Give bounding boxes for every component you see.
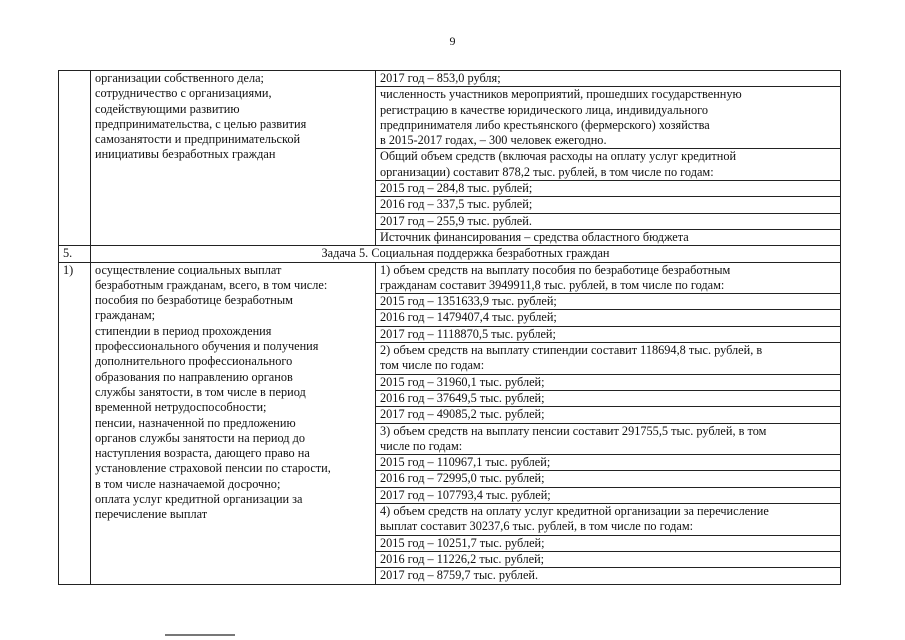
activity-line: пенсии, назначенной по предложению	[95, 415, 296, 430]
details-line: 2015 год – 1351633,9 тыс. рублей;	[376, 294, 840, 310]
details-line: 2017 год – 8759,7 тыс. рублей.	[380, 568, 539, 583]
details-line: Общий объем средств (включая расходы на оплату услуг кредитной	[380, 149, 737, 164]
details-line: численность участников мероприятий, прошедших государственную	[380, 87, 742, 102]
details-line: 2015 год – 110967,1 тыс. рублей;	[376, 455, 840, 471]
activity-line: осуществление социальных выплат	[95, 262, 282, 277]
activity-line: перечисление выплат	[95, 507, 208, 522]
activity-line: безработным гражданам, всего, в том числе:	[95, 277, 328, 292]
details-line: 4) объем средств на оплату услуг кредитной организации за перечисление	[380, 504, 769, 519]
activity-line: инициативы безработных граждан	[95, 147, 276, 162]
activity-line: самозанятости и предпринимательской	[95, 132, 301, 147]
table-row	[59, 262, 841, 584]
details-cell	[376, 262, 841, 584]
table-row	[59, 71, 841, 246]
details-line: 2015 год – 10251,7 тыс. рублей;	[376, 536, 840, 552]
details-line: 2016 год – 11226,2 тыс. рублей;	[376, 552, 840, 568]
details-line: организации) составит 878,2 тыс. рублей, в том числе по годам:	[376, 165, 840, 181]
activity-line: сотрудничество с организациями,	[95, 86, 272, 101]
details-line: 2016 год – 337,5 тыс. рублей;	[376, 197, 840, 213]
activity-line: содействующими развитию	[95, 101, 240, 116]
details-line: 2) объем средств на выплату стипендии составит 118694,8 тыс. рублей, в	[380, 343, 763, 358]
section-number: 5.	[59, 246, 91, 262]
activity-line: службы занятости, в том числе в период	[95, 384, 306, 399]
details-line: предпринимателя либо крестьянского (фермерского) хозяйства	[380, 117, 710, 132]
details-line: 2017 год – 255,9 тыс. рублей.	[376, 214, 840, 230]
details-line: 2017 год – 49085,2 тыс. рублей;	[376, 407, 840, 423]
activity-cell	[91, 262, 376, 584]
details-line: 2015 год – 284,8 тыс. рублей;	[376, 181, 840, 197]
activity-cell	[91, 71, 376, 246]
activity-line: в том числе назначаемой досрочно;	[95, 476, 281, 491]
details-line: том числе по годам:	[376, 358, 840, 374]
activity-line: организации собственного дела;	[95, 71, 264, 85]
details-line: Источник финансирования – средства областного бюджета	[380, 229, 689, 244]
activity-line: наступления возраста, дающего право на	[95, 446, 310, 461]
activity-line: стипендии в период прохождения	[95, 323, 272, 338]
activity-line: пособия по безработице безработным	[95, 293, 293, 308]
details-line: 2017 год – 107793,4 тыс. рублей;	[376, 488, 840, 504]
activity-line: дополнительного профессионального	[95, 354, 293, 369]
details-line: гражданам составит 3949911,8 тыс. рублей, в том числе по годам:	[376, 278, 840, 294]
activity-line: гражданам;	[95, 308, 156, 323]
details-line: в 2015-2017 годах, – 300 человек ежегодно.	[376, 133, 840, 149]
details-line: 2016 год – 1479407,4 тыс. рублей;	[376, 310, 840, 326]
details-line: 2016 год – 72995,0 тыс. рублей;	[376, 471, 840, 487]
section-title: Задача 5. Социальная поддержка безработных граждан	[91, 246, 841, 262]
details-line: 3) объем средств на выплату пенсии составит 291755,5 тыс. рублей, в том	[380, 423, 767, 438]
details-line: 2015 год – 31960,1 тыс. рублей;	[376, 375, 840, 391]
activity-line: образования по направлению органов	[95, 369, 293, 384]
details-cell	[376, 71, 841, 246]
details-line: 1) объем средств на выплату пособия по безработице безработным	[380, 262, 731, 277]
details-line: числе по годам:	[376, 439, 840, 455]
page-number: 9	[449, 34, 456, 48]
activity-line: установление страховой пенсии по старости,	[95, 461, 331, 476]
details-line: 2016 год – 37649,5 тыс. рублей;	[376, 391, 840, 407]
program-table	[58, 70, 841, 585]
details-line: выплат составит 30237,6 тыс. рублей, в том числе по годам:	[376, 519, 840, 535]
details-line: 2017 год – 853,0 рубля;	[376, 71, 840, 87]
row-number-cell: 1)	[59, 262, 91, 584]
activity-line: временной нетрудоспособности;	[95, 400, 267, 415]
details-line: 2017 год – 1118870,5 тыс. рублей;	[376, 327, 840, 343]
details-line: регистрацию в качестве юридического лица, индивидуального	[380, 102, 708, 117]
activity-line: органов службы занятости на период до	[95, 430, 306, 445]
activity-line: оплата услуг кредитной организации за	[95, 492, 303, 507]
activity-line: профессионального обучения и получения	[95, 339, 319, 354]
section-row	[59, 246, 841, 262]
activity-line: предпринимательства, с целью развития	[95, 116, 307, 131]
page-edge-mark	[165, 634, 235, 640]
row-number-cell	[59, 71, 91, 246]
